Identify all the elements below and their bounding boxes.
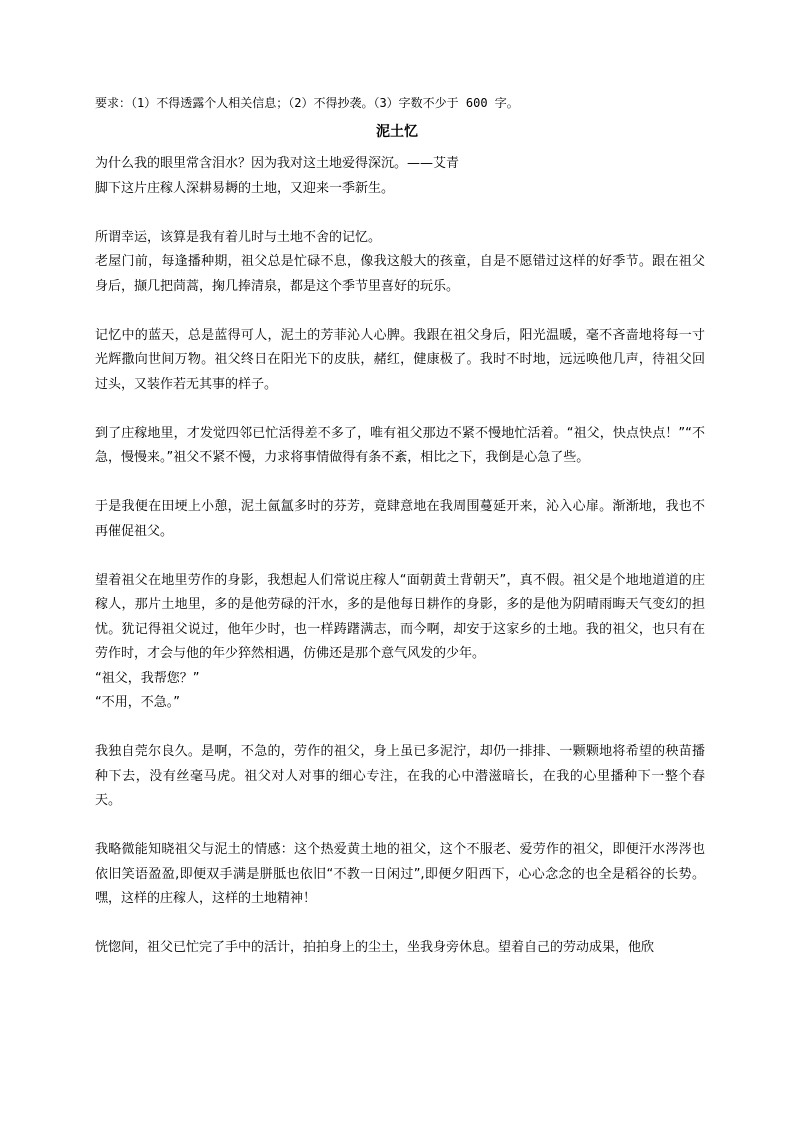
dialogue-line: “不用，不急。” xyxy=(95,695,180,710)
paragraph: 所谓幸运，该算是我有着儿时与土地不舍的记忆。 xyxy=(95,229,382,245)
paragraph: 老屋门前，每逢播种期，祖父总是忙碌不息，像我这般大的孩童，自是不愿错过这样的好季节。跟在祖父身后，撷几把茼蒿，掬几捧清泉，都是这个季节里喜好的玩乐。 xyxy=(95,254,705,294)
paragraph: 于是我便在田埂上小憩，泥土氤氲多时的芬芳，竟肆意地在我周围蔓延开来，沁入心扉。渐渐地，我也不再催促祖父。 xyxy=(95,499,705,539)
paragraph: 记忆中的蓝天，总是蓝得可人，泥土的芳菲沁人心脾。我跟在祖父身后，阳光温暖，毫不吝啬地将每一寸光辉撒向世间万物。祖父终日在阳光下的皮肤，赭红，健康极了。我时不时地，远远唤他几声，待祖父回过头，又装作若无其事的样子。 xyxy=(95,327,705,392)
paragraph: 到了庄稼地里，才发觉四邻已忙活得差不多了，唯有祖父那边不紧不慢地忙活着。“祖父，快点快点！”“不急，慢慢来。”祖父不紧不慢，力求将事情做得有条不紊，相比之下，我倒是心急了些。 xyxy=(95,425,705,465)
paragraph: 恍惚间，祖父已忙完了手中的活计，拍拍身上的尘土，坐我身旁休息。望着自己的劳动成果，他欣 xyxy=(95,940,655,955)
paragraph: 脚下这片庄稼人深耕易耨的土地，又迎来一季新生。 xyxy=(95,180,395,196)
epigraph: 为什么我的眼里常含泪水？因为我对这土地爱得深沉。——艾青 xyxy=(95,156,460,171)
essay-title: 泥土忆 xyxy=(376,124,418,140)
paragraph: 我独自莞尔良久。是啊，不急的，劳作的祖父，身上虽已多泥泞，却仍一排排、一颗颗地将希望的秧苗播种下去，没有丝毫马虎。祖父对人对事的细心专注，在我的心中潜滋暗长，在我的心里播种下一整个春天。 xyxy=(95,744,705,808)
requirement-note: 要求：（1）不得透露个人相关信息；（2）不得抄袭。（3）字数不少于 600 字。 xyxy=(95,96,519,110)
paragraph: 我略微能知晓祖父与泥土的情感：这个热爱黄土地的祖父，这个不服老、爱劳作的祖父，即便汗水涔涔也依旧笑语盈盈,即便双手满是胼胝也依旧“不教一日闲过”,即便夕阳西下，心心念念的也全是稻谷的长势。嘿，这样的庄稼人，这样的土地精神！ xyxy=(95,842,705,906)
dialogue-line: “祖父，我帮您？” xyxy=(95,670,200,686)
essay-body xyxy=(95,152,705,961)
paragraph: 望着祖父在地里劳作的身影，我想起人们常说庄稼人“面朝黄土背朝天”，真不假。祖父是个地地道道的庄稼人，那片土地里，多的是他劳碌的汗水，多的是他每日耕作的身影，多的是他为阴晴雨晦天气变幻的担忧。犹记得祖父说过，他年少时，也一样踌躇满志，而今啊，却安于这家乡的土地。我的祖父，也只有在劳作时，才会与他的年少猝然相遇，仿佛还是那个意气风发的少年。 xyxy=(95,572,705,661)
